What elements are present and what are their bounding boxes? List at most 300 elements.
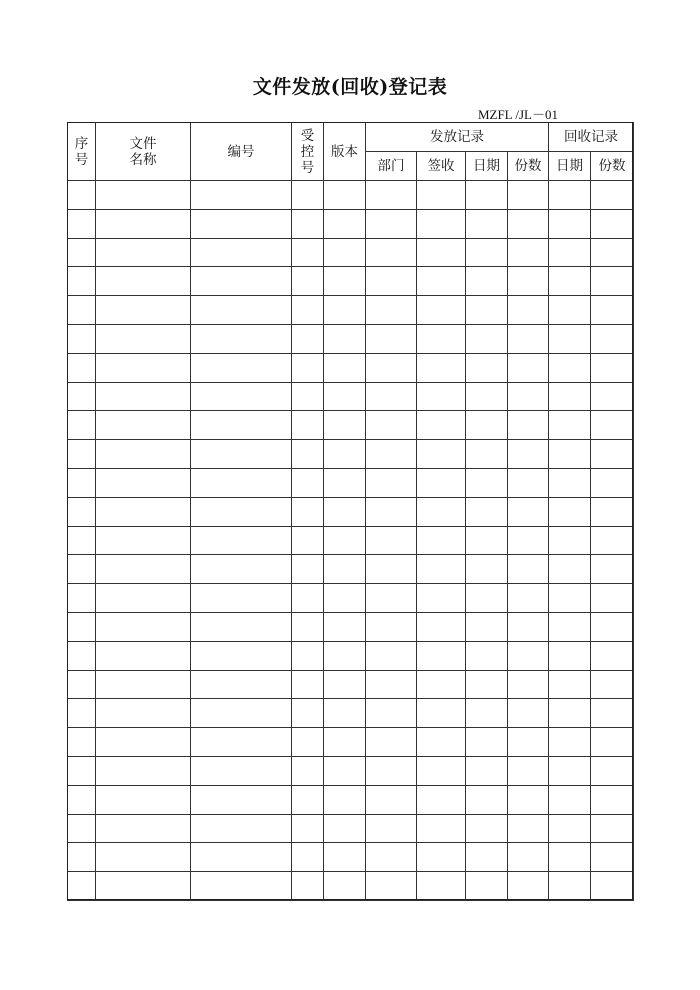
table-cell[interactable]	[324, 468, 366, 497]
table-cell[interactable]	[292, 843, 324, 872]
table-cell[interactable]	[292, 584, 324, 613]
table-cell[interactable]	[96, 728, 191, 757]
table-cell[interactable]	[508, 238, 549, 267]
table-cell[interactable]	[417, 497, 466, 526]
table-cell[interactable]	[549, 382, 591, 411]
table-cell[interactable]	[96, 267, 191, 296]
table-row	[68, 872, 634, 901]
table-cell[interactable]	[549, 584, 591, 613]
table-cell[interactable]	[417, 209, 466, 238]
table-cell[interactable]	[591, 267, 634, 296]
table-cell[interactable]	[366, 612, 417, 641]
table-cell[interactable]	[366, 555, 417, 584]
table-cell[interactable]	[417, 728, 466, 757]
table-cell[interactable]	[366, 267, 417, 296]
table-cell[interactable]	[466, 756, 508, 785]
table-cell[interactable]	[96, 670, 191, 699]
table-cell[interactable]	[508, 440, 549, 469]
table-cell[interactable]	[591, 814, 634, 843]
table-cell[interactable]	[292, 468, 324, 497]
table-cell[interactable]	[591, 468, 634, 497]
table-cell[interactable]	[324, 353, 366, 382]
table-cell[interactable]	[508, 181, 549, 210]
table-cell[interactable]	[366, 181, 417, 210]
table-cell[interactable]	[466, 814, 508, 843]
table-cell[interactable]	[417, 324, 466, 353]
table-cell[interactable]	[96, 756, 191, 785]
table-cell[interactable]	[68, 353, 96, 382]
table-cell[interactable]	[417, 526, 466, 555]
table-cell[interactable]	[508, 411, 549, 440]
table-cell[interactable]	[549, 526, 591, 555]
table-cell[interactable]	[324, 267, 366, 296]
table-row	[68, 612, 634, 641]
table-cell[interactable]	[549, 612, 591, 641]
table-cell[interactable]	[508, 324, 549, 353]
table-cell[interactable]	[191, 267, 292, 296]
table-cell[interactable]	[549, 209, 591, 238]
table-cell[interactable]	[324, 872, 366, 901]
table-cell[interactable]	[508, 526, 549, 555]
table-cell[interactable]	[68, 382, 96, 411]
table-cell[interactable]	[324, 497, 366, 526]
table-cell[interactable]	[591, 411, 634, 440]
table-cell[interactable]	[292, 382, 324, 411]
table-cell[interactable]	[366, 785, 417, 814]
table-cell[interactable]	[324, 728, 366, 757]
table-cell[interactable]	[417, 440, 466, 469]
table-cell[interactable]	[591, 209, 634, 238]
table-cell[interactable]	[366, 324, 417, 353]
table-cell[interactable]	[466, 728, 508, 757]
table-cell[interactable]	[508, 296, 549, 325]
table-cell[interactable]	[96, 411, 191, 440]
table-cell[interactable]	[68, 728, 96, 757]
table-cell[interactable]	[417, 641, 466, 670]
table-cell[interactable]	[591, 526, 634, 555]
table-cell[interactable]	[508, 699, 549, 728]
table-cell[interactable]	[68, 468, 96, 497]
table-cell[interactable]	[96, 238, 191, 267]
table-cell[interactable]	[549, 756, 591, 785]
table-cell[interactable]	[549, 411, 591, 440]
table-cell[interactable]	[292, 296, 324, 325]
table-cell[interactable]	[191, 699, 292, 728]
table-cell[interactable]	[591, 699, 634, 728]
table-cell[interactable]	[366, 526, 417, 555]
table-cell[interactable]	[417, 670, 466, 699]
table-cell[interactable]	[292, 267, 324, 296]
table-cell[interactable]	[591, 238, 634, 267]
table-cell[interactable]	[324, 612, 366, 641]
header-issue-group	[366, 123, 549, 152]
table-cell[interactable]	[68, 497, 96, 526]
table-cell[interactable]	[417, 238, 466, 267]
table-row	[68, 526, 634, 555]
table-cell[interactable]	[466, 526, 508, 555]
table-cell[interactable]	[292, 353, 324, 382]
table-cell[interactable]	[508, 267, 549, 296]
table-cell[interactable]	[466, 181, 508, 210]
table-cell[interactable]	[191, 728, 292, 757]
table-cell[interactable]	[191, 296, 292, 325]
table-cell[interactable]	[191, 814, 292, 843]
table-cell[interactable]	[292, 785, 324, 814]
header-file-name-label: 文件 名称	[129, 135, 157, 168]
table-cell[interactable]	[366, 209, 417, 238]
table-cell[interactable]	[191, 209, 292, 238]
table-cell[interactable]	[292, 497, 324, 526]
table-cell[interactable]	[366, 411, 417, 440]
table-row	[68, 411, 634, 440]
table-cell[interactable]	[417, 756, 466, 785]
table-cell[interactable]	[508, 497, 549, 526]
table-cell[interactable]	[508, 641, 549, 670]
table-cell[interactable]	[68, 872, 96, 901]
table-cell[interactable]	[96, 814, 191, 843]
table-cell[interactable]	[466, 497, 508, 526]
table-cell[interactable]	[466, 209, 508, 238]
table-cell[interactable]	[324, 555, 366, 584]
table-cell[interactable]	[68, 814, 96, 843]
table-cell[interactable]	[191, 756, 292, 785]
table-cell[interactable]	[96, 353, 191, 382]
table-cell[interactable]	[96, 440, 191, 469]
table-cell[interactable]	[417, 296, 466, 325]
table-cell[interactable]	[324, 209, 366, 238]
table-cell[interactable]	[508, 728, 549, 757]
table-cell[interactable]	[549, 814, 591, 843]
table-cell[interactable]	[191, 555, 292, 584]
table-cell[interactable]	[549, 497, 591, 526]
table-row	[68, 497, 634, 526]
table-cell[interactable]	[549, 267, 591, 296]
table-cell[interactable]	[591, 785, 634, 814]
table-cell[interactable]	[549, 440, 591, 469]
table-cell[interactable]	[591, 612, 634, 641]
table-cell[interactable]	[466, 641, 508, 670]
table-cell[interactable]	[292, 555, 324, 584]
table-cell[interactable]	[508, 209, 549, 238]
table-cell[interactable]	[68, 238, 96, 267]
table-row	[68, 296, 634, 325]
table-cell[interactable]	[96, 181, 191, 210]
table-cell[interactable]	[466, 555, 508, 584]
header-version	[324, 123, 366, 181]
table-cell[interactable]	[366, 440, 417, 469]
table-cell[interactable]	[96, 209, 191, 238]
table-cell[interactable]	[417, 699, 466, 728]
table-cell[interactable]	[366, 699, 417, 728]
table-cell[interactable]	[292, 238, 324, 267]
table-cell[interactable]	[508, 872, 549, 901]
table-cell[interactable]	[96, 382, 191, 411]
table-cell[interactable]	[324, 699, 366, 728]
table-cell[interactable]	[68, 699, 96, 728]
table-cell[interactable]	[191, 411, 292, 440]
table-row	[68, 728, 634, 757]
table-cell[interactable]	[68, 670, 96, 699]
table-cell[interactable]	[191, 382, 292, 411]
table-cell[interactable]	[591, 756, 634, 785]
table-cell[interactable]	[96, 699, 191, 728]
table-cell[interactable]	[549, 555, 591, 584]
table-cell[interactable]	[292, 411, 324, 440]
header-seq	[68, 123, 96, 181]
table-cell[interactable]	[191, 468, 292, 497]
table-cell[interactable]	[324, 670, 366, 699]
table-cell[interactable]	[96, 296, 191, 325]
table-cell[interactable]	[96, 584, 191, 613]
table-cell[interactable]	[191, 440, 292, 469]
table-cell[interactable]	[466, 296, 508, 325]
table-cell[interactable]	[549, 699, 591, 728]
table-cell[interactable]	[508, 756, 549, 785]
table-cell[interactable]	[191, 785, 292, 814]
table-cell[interactable]	[191, 497, 292, 526]
table-cell[interactable]	[417, 872, 466, 901]
table-cell[interactable]	[68, 555, 96, 584]
table-cell[interactable]	[68, 584, 96, 613]
table-cell[interactable]	[366, 353, 417, 382]
table-cell[interactable]	[417, 814, 466, 843]
table-cell[interactable]	[324, 382, 366, 411]
table-cell[interactable]	[549, 238, 591, 267]
table-cell[interactable]	[292, 612, 324, 641]
table-cell[interactable]	[366, 728, 417, 757]
table-cell[interactable]	[191, 181, 292, 210]
header-number-label: 编号	[227, 143, 255, 160]
table-cell[interactable]	[366, 843, 417, 872]
table-cell[interactable]	[466, 785, 508, 814]
table-row	[68, 238, 634, 267]
table-cell[interactable]	[191, 612, 292, 641]
document-code: MZFL /JL－01	[477, 107, 558, 122]
table-cell[interactable]	[466, 872, 508, 901]
table-cell[interactable]	[549, 785, 591, 814]
table-cell[interactable]	[68, 641, 96, 670]
table-row	[68, 209, 634, 238]
table-cell[interactable]	[466, 843, 508, 872]
table-cell[interactable]	[96, 468, 191, 497]
table-cell[interactable]	[68, 209, 96, 238]
table-cell[interactable]	[591, 181, 634, 210]
table-cell[interactable]	[68, 756, 96, 785]
table-cell[interactable]	[366, 497, 417, 526]
table-cell[interactable]	[417, 468, 466, 497]
table-cell[interactable]	[366, 872, 417, 901]
table-row	[68, 756, 634, 785]
table-cell[interactable]	[508, 814, 549, 843]
table-cell[interactable]	[292, 728, 324, 757]
table-cell[interactable]	[549, 324, 591, 353]
table-cell[interactable]	[591, 641, 634, 670]
table-cell[interactable]	[324, 584, 366, 613]
table-cell[interactable]	[549, 353, 591, 382]
table-cell[interactable]	[324, 756, 366, 785]
table-cell[interactable]	[324, 440, 366, 469]
table-cell[interactable]	[68, 324, 96, 353]
table-cell[interactable]	[68, 440, 96, 469]
table-cell[interactable]	[549, 843, 591, 872]
table-cell[interactable]	[96, 526, 191, 555]
table-cell[interactable]	[324, 181, 366, 210]
table-cell[interactable]	[591, 670, 634, 699]
table-cell[interactable]	[466, 670, 508, 699]
table-cell[interactable]	[324, 814, 366, 843]
table-row	[68, 324, 634, 353]
table-cell[interactable]	[96, 612, 191, 641]
table-cell[interactable]	[366, 468, 417, 497]
table-cell[interactable]	[366, 814, 417, 843]
table-row	[68, 843, 634, 872]
table-cell[interactable]	[191, 641, 292, 670]
table-cell[interactable]	[292, 670, 324, 699]
table-cell[interactable]	[508, 353, 549, 382]
header-issue-copies: 份数	[508, 152, 549, 181]
table-cell[interactable]	[292, 209, 324, 238]
table-cell[interactable]	[292, 440, 324, 469]
table-cell[interactable]	[191, 872, 292, 901]
table-cell[interactable]	[417, 382, 466, 411]
table-cell[interactable]	[68, 785, 96, 814]
table-cell[interactable]	[366, 296, 417, 325]
table-cell[interactable]	[591, 353, 634, 382]
table-cell[interactable]	[417, 612, 466, 641]
table-cell[interactable]	[191, 584, 292, 613]
table-cell[interactable]	[68, 411, 96, 440]
table-cell[interactable]	[417, 555, 466, 584]
table-cell[interactable]	[591, 584, 634, 613]
table-cell[interactable]	[466, 324, 508, 353]
table-cell[interactable]	[292, 181, 324, 210]
table-cell[interactable]	[96, 641, 191, 670]
table-cell[interactable]	[508, 670, 549, 699]
table-cell[interactable]	[508, 612, 549, 641]
table-cell[interactable]	[417, 353, 466, 382]
table-cell[interactable]	[292, 641, 324, 670]
table-cell[interactable]	[292, 756, 324, 785]
table-cell[interactable]	[591, 382, 634, 411]
table-cell[interactable]	[292, 872, 324, 901]
table-cell[interactable]	[591, 872, 634, 901]
table-cell[interactable]	[324, 843, 366, 872]
table-cell[interactable]	[591, 555, 634, 584]
table-cell[interactable]	[191, 324, 292, 353]
table-cell[interactable]	[96, 497, 191, 526]
table-cell[interactable]	[366, 756, 417, 785]
table-row	[68, 699, 634, 728]
table-cell[interactable]	[591, 728, 634, 757]
table-cell[interactable]	[68, 296, 96, 325]
table-cell[interactable]	[466, 411, 508, 440]
table-cell[interactable]	[191, 353, 292, 382]
table-cell[interactable]	[191, 526, 292, 555]
table-cell[interactable]	[68, 267, 96, 296]
table-cell[interactable]	[366, 584, 417, 613]
table-cell[interactable]	[417, 267, 466, 296]
table-cell[interactable]	[466, 238, 508, 267]
table-cell[interactable]	[417, 584, 466, 613]
table-cell[interactable]	[508, 843, 549, 872]
table-cell[interactable]	[68, 612, 96, 641]
table-cell[interactable]	[292, 814, 324, 843]
table-cell[interactable]	[191, 843, 292, 872]
table-cell[interactable]	[508, 785, 549, 814]
table-cell[interactable]	[96, 843, 191, 872]
table-cell[interactable]	[68, 843, 96, 872]
table-cell[interactable]	[466, 468, 508, 497]
table-cell[interactable]	[366, 641, 417, 670]
table-cell[interactable]	[292, 324, 324, 353]
table-cell[interactable]	[366, 238, 417, 267]
table-row	[68, 468, 634, 497]
table-cell[interactable]	[508, 555, 549, 584]
table-cell[interactable]	[417, 181, 466, 210]
table-cell[interactable]	[366, 670, 417, 699]
table-cell[interactable]	[508, 468, 549, 497]
table-cell[interactable]	[466, 382, 508, 411]
table-cell[interactable]	[292, 526, 324, 555]
table-cell[interactable]	[96, 785, 191, 814]
table-cell[interactable]	[417, 411, 466, 440]
table-cell[interactable]	[324, 238, 366, 267]
table-cell[interactable]	[68, 181, 96, 210]
table-cell[interactable]	[96, 324, 191, 353]
table-cell[interactable]	[549, 181, 591, 210]
table-cell[interactable]	[466, 267, 508, 296]
table-cell[interactable]	[324, 296, 366, 325]
table-cell[interactable]	[549, 728, 591, 757]
table-cell[interactable]	[549, 296, 591, 325]
table-cell[interactable]	[366, 382, 417, 411]
table-cell[interactable]	[591, 440, 634, 469]
table-cell[interactable]	[508, 584, 549, 613]
table-cell[interactable]	[591, 296, 634, 325]
table-cell[interactable]	[466, 584, 508, 613]
table-cell[interactable]	[466, 699, 508, 728]
table-row	[68, 353, 634, 382]
registration-table	[67, 122, 634, 901]
table-cell[interactable]	[466, 612, 508, 641]
table-cell[interactable]	[68, 526, 96, 555]
table-cell[interactable]	[191, 238, 292, 267]
table-cell[interactable]	[324, 641, 366, 670]
table-cell[interactable]	[191, 670, 292, 699]
table-cell[interactable]	[417, 843, 466, 872]
table-cell[interactable]	[549, 468, 591, 497]
table-cell[interactable]	[466, 440, 508, 469]
table-cell[interactable]	[324, 324, 366, 353]
table-cell[interactable]	[591, 324, 634, 353]
table-cell[interactable]	[508, 382, 549, 411]
table-cell[interactable]	[96, 872, 191, 901]
table-cell[interactable]	[324, 526, 366, 555]
table-cell[interactable]	[466, 353, 508, 382]
table-cell[interactable]	[96, 555, 191, 584]
table-cell[interactable]	[549, 872, 591, 901]
table-row	[68, 440, 634, 469]
table-cell[interactable]	[417, 785, 466, 814]
table-cell[interactable]	[324, 785, 366, 814]
table-cell[interactable]	[324, 411, 366, 440]
table-cell[interactable]	[549, 670, 591, 699]
table-cell[interactable]	[591, 843, 634, 872]
table-cell[interactable]	[549, 641, 591, 670]
table-cell[interactable]	[591, 497, 634, 526]
table-row	[68, 267, 634, 296]
table-cell[interactable]	[292, 699, 324, 728]
